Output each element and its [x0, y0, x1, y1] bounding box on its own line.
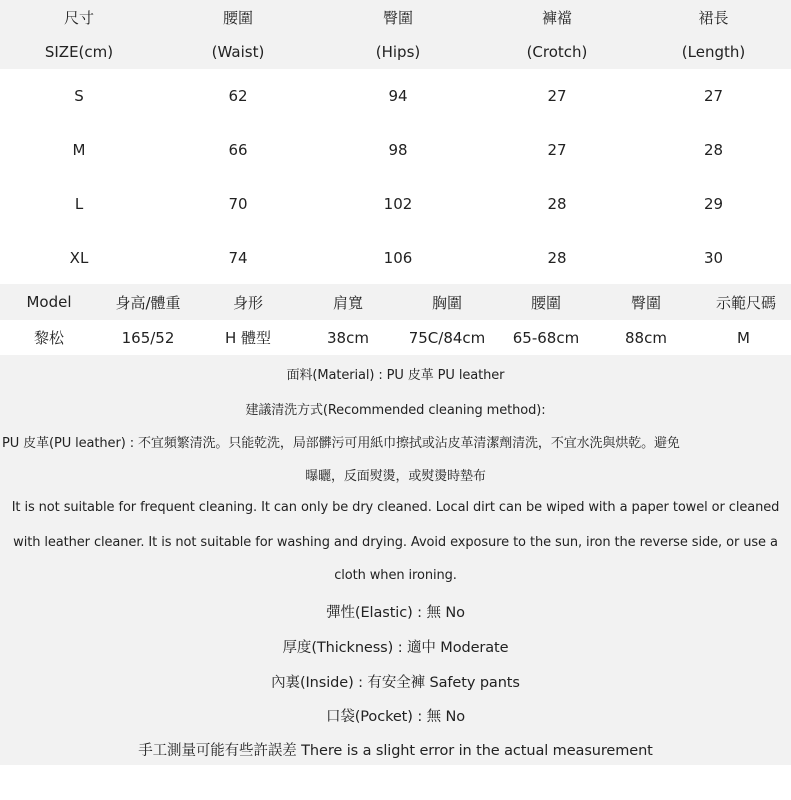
model-header-name: Model [26, 293, 72, 311]
model-body-shape: H 體型 [224, 329, 272, 347]
inside-line: 內裏(Inside) : 有安全褲 Safety pants [271, 675, 520, 691]
elastic-line: 彈性(Elastic) : 無 No [326, 605, 465, 621]
hips-cell: 102 [383, 195, 413, 213]
header-waist-zh: 腰圍 [222, 9, 253, 27]
hips-cell: 106 [383, 248, 413, 267]
crotch-cell: 28 [547, 195, 567, 213]
model-header-size: 示範尺碼 [715, 293, 776, 312]
care-section [0, 355, 791, 765]
header-size-zh: 尺寸 [63, 9, 94, 27]
model-shoulder: 38cm [327, 328, 369, 347]
size-row-l [0, 177, 791, 231]
size-row-m [0, 123, 791, 177]
model-table-header [0, 284, 791, 320]
header-length-en: (Length) [681, 43, 746, 61]
size-cell: XL [69, 248, 89, 267]
model-header-bust: 胸圍 [431, 293, 462, 312]
size-cell: M [72, 141, 86, 159]
crotch-cell: 28 [547, 248, 567, 267]
cleaning-en-line-1: It is not suitable for frequent cleaning. It can only be dry cleaned. Local dirt can be wiped with a paper towel or cleaned [11, 500, 780, 515]
header-crotch-zh: 褲襠 [541, 9, 572, 27]
length-cell: 28 [703, 141, 724, 159]
size-cell: L [74, 195, 84, 213]
waist-cell: 62 [228, 87, 248, 105]
hips-cell: 98 [388, 141, 408, 159]
cleaning-zh-line-2: 曝曬，反面熨燙，或熨燙時墊布 [305, 469, 486, 484]
header-waist-en: (Waist) [211, 43, 265, 61]
model-header-height-weight: 身高/體重 [115, 293, 181, 312]
model-waist: 65-68cm [512, 328, 580, 347]
waist-cell: 74 [228, 248, 248, 267]
header-crotch-en: (Crotch) [526, 43, 588, 61]
size-table-header [0, 0, 791, 69]
length-cell: 29 [703, 195, 724, 213]
header-hips-en: (Hips) [375, 43, 421, 61]
length-cell: 30 [703, 248, 724, 267]
cleaning-zh-line-1: PU 皮革(PU leather) : 不宜頻繁清洗。只能乾洗，局部髒污可用紙巾擦拭或沾皮革清潔劑清洗，不宜水洗與烘乾。避免 [2, 436, 680, 451]
model-size: M [737, 328, 750, 347]
model-bust: 75C/84cm [408, 328, 486, 347]
waist-cell: 70 [228, 195, 248, 213]
cleaning-en-line-2: with leather cleaner. It is not suitable for washing and drying. Avoid exposure to the sun, iron the reverse side, or use a [13, 535, 778, 550]
thickness-line: 厚度(Thickness) : 適中 Moderate [282, 640, 509, 656]
model-header-shoulder: 肩寬 [332, 293, 363, 312]
model-hips: 88cm [625, 328, 667, 347]
model-name: 黎松 [33, 329, 64, 347]
cleaning-title: 建議清洗方式(Recommended cleaning method): [245, 403, 546, 418]
model-table-row [0, 320, 791, 355]
model-header-waist: 腰圍 [530, 293, 561, 312]
header-size-en: SIZE(cm) [44, 43, 114, 61]
size-row-xl [0, 231, 791, 284]
model-height-weight: 165/52 [121, 328, 175, 347]
size-cell: S [74, 87, 84, 105]
header-hips-zh: 臀圍 [382, 9, 413, 27]
material-line: 面料(Material) : PU 皮革 PU leather [286, 368, 505, 383]
length-cell: 27 [703, 87, 724, 105]
pocket-line: 口袋(Pocket) : 無 No [325, 709, 466, 725]
cleaning-en-line-3: cloth when ironing. [334, 568, 457, 583]
header-length-zh: 裙長 [698, 9, 729, 27]
model-header-hips: 臀圍 [630, 293, 661, 312]
hips-cell: 94 [388, 87, 408, 105]
waist-cell: 66 [228, 141, 248, 159]
size-row-s [0, 69, 791, 123]
measurement-note: 手工測量可能有些許誤差 There is a slight error in the actual measurement [138, 743, 653, 759]
crotch-cell: 27 [547, 87, 567, 105]
model-header-body-shape: 身形 [232, 293, 263, 312]
crotch-cell: 27 [547, 141, 567, 159]
